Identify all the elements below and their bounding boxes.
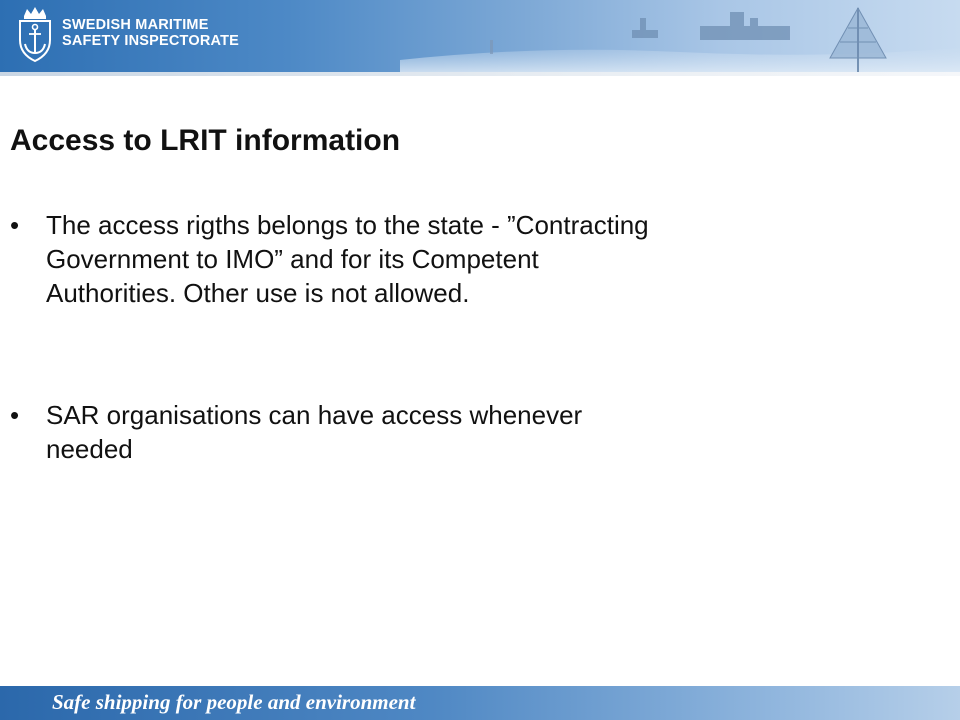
bullet-list — [10, 208, 830, 466]
slide-title: Access to LRIT information — [10, 124, 401, 157]
bullet-item-access-rights — [10, 208, 830, 310]
slide-footer — [0, 686, 960, 720]
bullet-marker: • — [10, 210, 20, 240]
header-scene-image — [400, 0, 960, 76]
organization-name — [62, 17, 239, 49]
organization-name-line-2: SAFETY INSPECTORATE — [62, 33, 240, 49]
organization-name-line-1: SWEDISH MARITIME — [62, 17, 209, 33]
slide-header — [0, 0, 960, 76]
bullet-text-line: needed — [46, 434, 133, 464]
bullet-text-line: Authorities. Other use is not allowed. — [46, 278, 470, 308]
bullet-text-line: Government to IMO” and for its Competent — [46, 244, 539, 274]
bullet-marker: • — [10, 400, 20, 430]
bullet-text-line: The access rigths belongs to the state - ”Contracting — [46, 210, 649, 240]
bullet-item-sar-access — [10, 398, 830, 466]
bullet-text-line: SAR organisations can have access whenever — [46, 400, 583, 430]
crowned-anchor-emblem-icon — [12, 6, 58, 64]
header-divider — [0, 72, 960, 76]
footer-slogan: Safe shipping for people and environment — [52, 690, 416, 714]
